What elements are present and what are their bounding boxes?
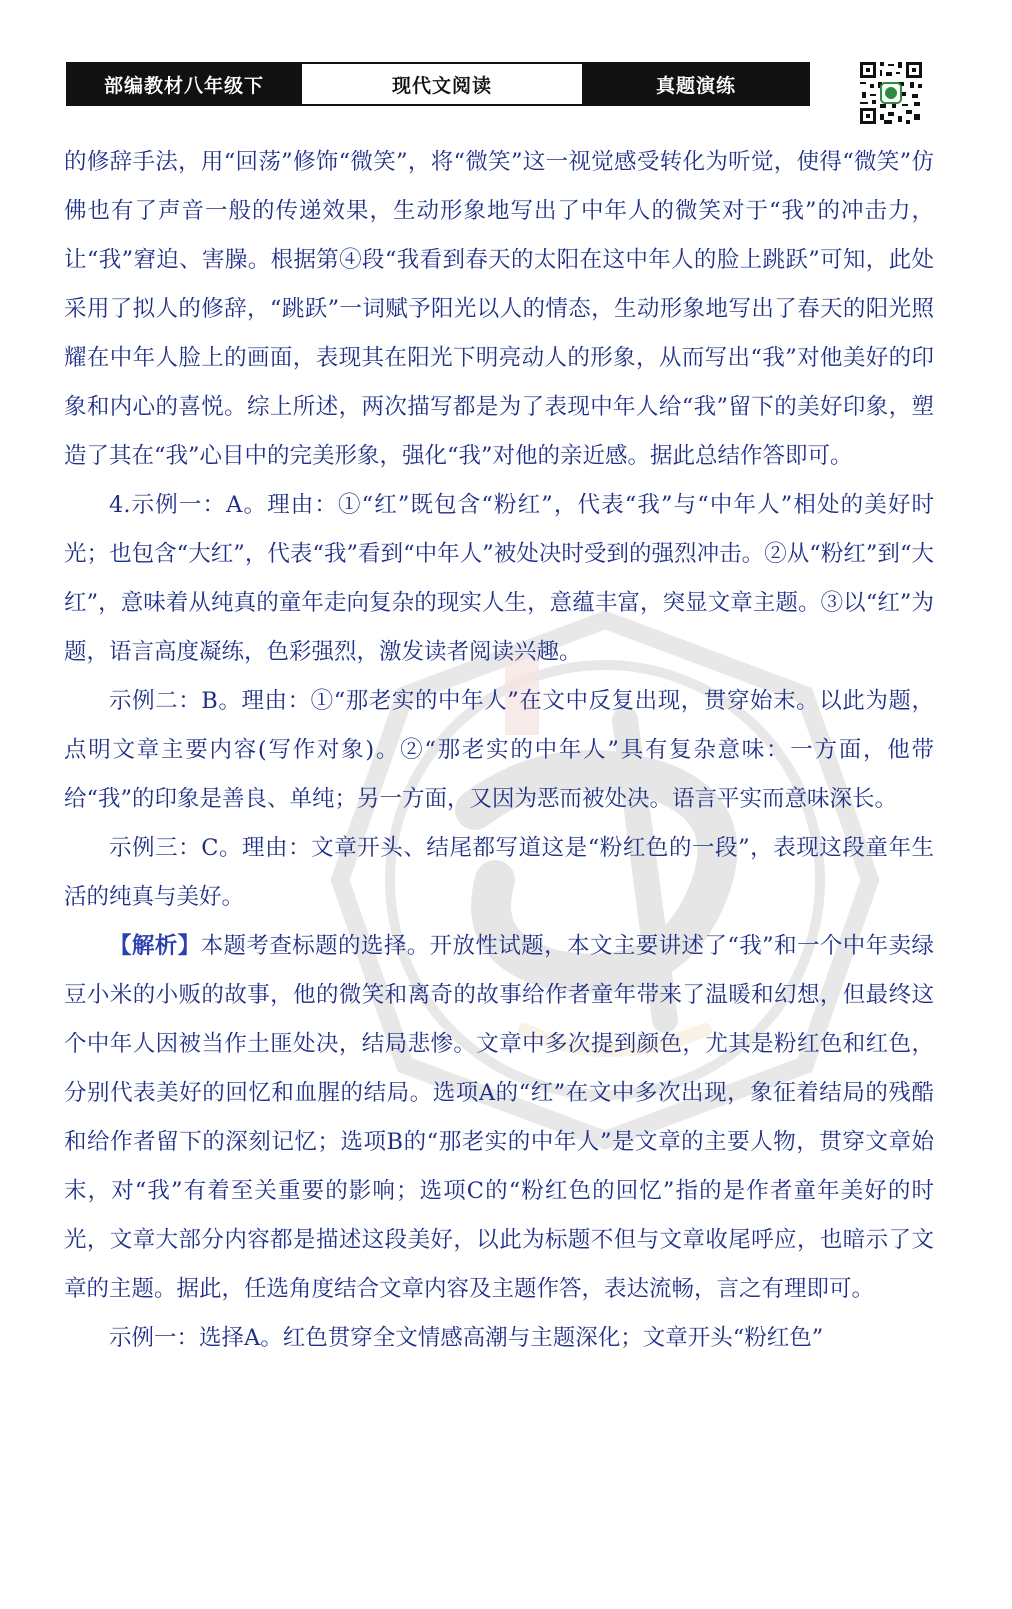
qr-code-icon: [858, 60, 924, 126]
paragraph-3: 示例二：B。理由：①“那老实的中年人”在文中反复出现，贯穿始末。以此为题，点明文章主要内容(写作对象)。②“那老实的中年人”具有复杂意味：一方面，他带给“我”的印象是善良、单纯；另一方面，又因为恶而被处决。语言平实而意味深长。: [64, 688, 934, 812]
header-subject: 现代文阅读: [300, 64, 584, 104]
paragraph-1: 的修辞手法，用“回荡”修饰“微笑”，将“微笑”这一视觉感受转化为听觉，使得“微笑”仿佛也有了声音一般的传递效果，生动形象地写出了中年人的微笑对于“我”的冲击力，让“我”窘迫、害臊。根据第④段“我看到春天的太阳在这中年人的脸上跳跃”可知，此处采用了拟人的修辞，“跳跃”一词赋予阳光以人的情态，生动形象地写出了春天的阳光照耀在中年人脸上的画面，表现其在阳光下明亮动人的形象，从而写出“我”对他美好的印象和内心的喜悦。综上所述，两次描写都是为了表现中年人给“我”留下的美好印象，塑造了其在“我”心目中的完美形象，强化“我”对他的亲近感。据此总结作答即可。: [64, 149, 934, 469]
analysis-tag: 【解析】: [109, 933, 201, 959]
answer-text: [64, 138, 934, 1363]
paragraph-5: [64, 922, 934, 1314]
header-grade: 部编教材八年级下: [68, 64, 300, 104]
page-header: [66, 62, 810, 106]
analysis-text: 本题考查标题的选择。开放性试题，本文主要讲述了“我”和一个中年卖绿豆小米的小贩的故事，他的微笑和离奇的故事给作者童年带来了温暖和幻想，但最终这个中年人因被当作土匪处决，结局悲惨。文章中多次提到颜色，尤其是粉红色和红色，分别代表美好的回忆和血腥的结局。选项A的“红”在文中多次出现，象征着结局的残酷和给作者留下的深刻记忆；选项B的“那老实的中年人”是文章的主要人物，贯穿文章始末，对“我”有着至关重要的影响；选项C的“粉红色的回忆”指的是作者童年美好的时光，文章大部分内容都是描述这段美好，以此为标题不但与文章收尾呼应，也暗示了文章的主题。据此，任选角度结合文章内容及主题作答，表达流畅，言之有理即可。: [64, 933, 934, 1302]
paragraph-2: 4.示例一：A。理由：①“红”既包含“粉红”，代表“我”与“中年人”相处的美好时光；也包含“大红”，代表“我”看到“中年人”被处决时受到的强烈冲击。②从“粉红”到“大红”，意味着从纯真的童年走向复杂的现实人生，意蕴丰富，突显文章主题。③以“红”为题，语言高度凝练，色彩强烈，激发读者阅读兴趣。: [64, 492, 934, 665]
header-section: 真题演练: [584, 64, 808, 104]
paragraph-4: 示例三：C。理由：文章开头、结尾都写道这是“粉红色的一段”，表现这段童年生活的纯真与美好。: [64, 835, 934, 910]
paragraph-6: 示例一：选择A。红色贯穿全文情感高潮与主题深化；文章开头“粉红色”: [109, 1325, 824, 1351]
